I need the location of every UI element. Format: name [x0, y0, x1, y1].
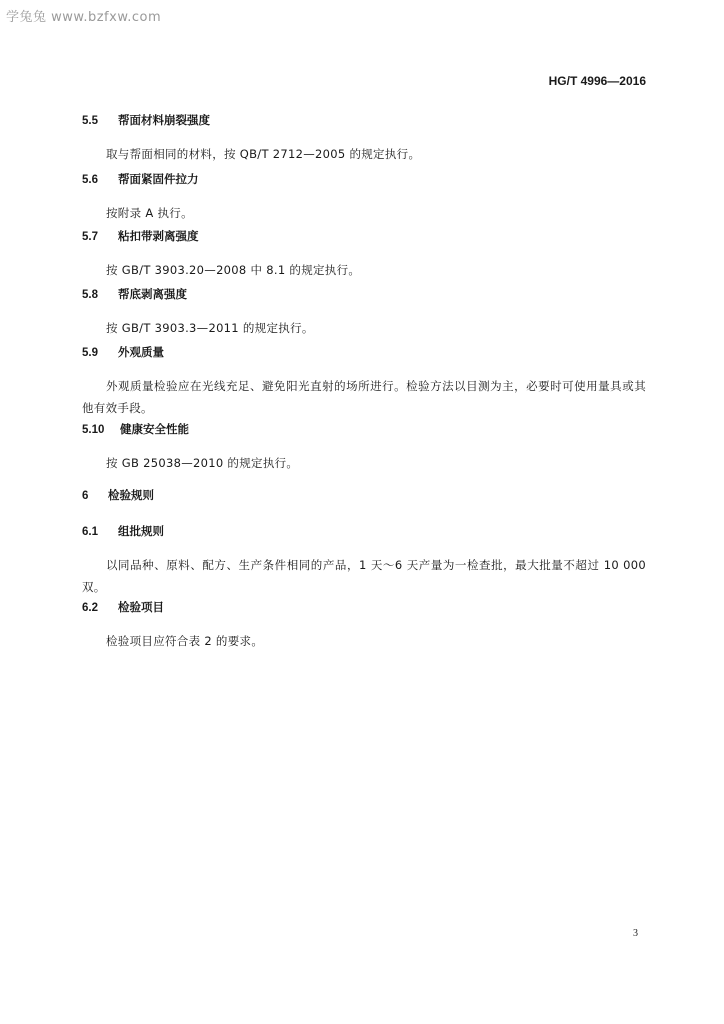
section-heading: [82, 598, 646, 616]
section-title: 外观质量: [118, 345, 164, 359]
section-text: 取与帮面相同的材料，按 QB/T 2712—2005 的规定执行。: [106, 147, 421, 161]
section-text: 以同品种、原料、配方、生产条件相同的产品，1 天～6 天产量为一检查批，最大批量不超过 10 000 双。: [82, 558, 646, 594]
section-text: 按 GB/T 3903.3—2011 的规定执行。: [106, 321, 314, 335]
section-title: 检验项目: [118, 600, 164, 614]
section-5-9: [82, 343, 646, 419]
section-heading: [82, 343, 646, 361]
section-title: 健康安全性能: [120, 422, 189, 436]
section-text: 检验项目应符合表 2 的要求。: [106, 634, 264, 648]
section-heading: [82, 170, 646, 188]
section-text: 按 GB 25038—2010 的规定执行。: [106, 456, 299, 470]
chapter-title: 检验规则: [108, 488, 154, 502]
section-title: 组批规则: [118, 524, 164, 538]
section-number: 6.2: [82, 602, 98, 614]
section-title: 粘扣带剥离强度: [118, 229, 199, 243]
section-number: 5.9: [82, 347, 98, 359]
section-number: 5.10: [82, 424, 105, 436]
section-5-6: [82, 170, 646, 224]
section-text: 外观质量检验应在光线充足、避免阳光直射的场所进行。检验方法以目测为主，必要时可使用量具或其他有效手段。: [82, 379, 646, 415]
page-number: 3: [633, 928, 638, 939]
section-heading: [82, 227, 646, 245]
section-6-1: [82, 522, 646, 598]
section-number: 5.8: [82, 289, 98, 301]
section-number: 5.5: [82, 115, 98, 127]
chapter-number: 6: [82, 490, 89, 502]
section-number: 6.1: [82, 526, 98, 538]
section-5-8: [82, 285, 646, 339]
section-text: 按 GB/T 3903.20—2008 中 8.1 的规定执行。: [106, 263, 361, 277]
chapter-heading: [82, 486, 646, 504]
section-6: [82, 486, 646, 504]
section-number: 5.7: [82, 231, 98, 243]
section-title: 帮底剥离强度: [118, 287, 187, 301]
standard-code: HG/T 4996—2016: [548, 74, 646, 88]
section-5-10: [82, 420, 646, 474]
section-5-7: [82, 227, 646, 281]
section-heading: [82, 420, 646, 438]
section-5-5: [82, 111, 646, 165]
section-6-2: [82, 598, 646, 652]
section-text: 按附录 A 执行。: [106, 206, 193, 220]
watermark: 学兔兔 www.bzfxw.com: [6, 10, 162, 25]
section-heading: [82, 522, 646, 540]
section-title: 帮面材料崩裂强度: [118, 113, 210, 127]
section-heading: [82, 111, 646, 129]
section-number: 5.6: [82, 174, 98, 186]
section-title: 帮面紧固件拉力: [118, 172, 199, 186]
section-heading: [82, 285, 646, 303]
